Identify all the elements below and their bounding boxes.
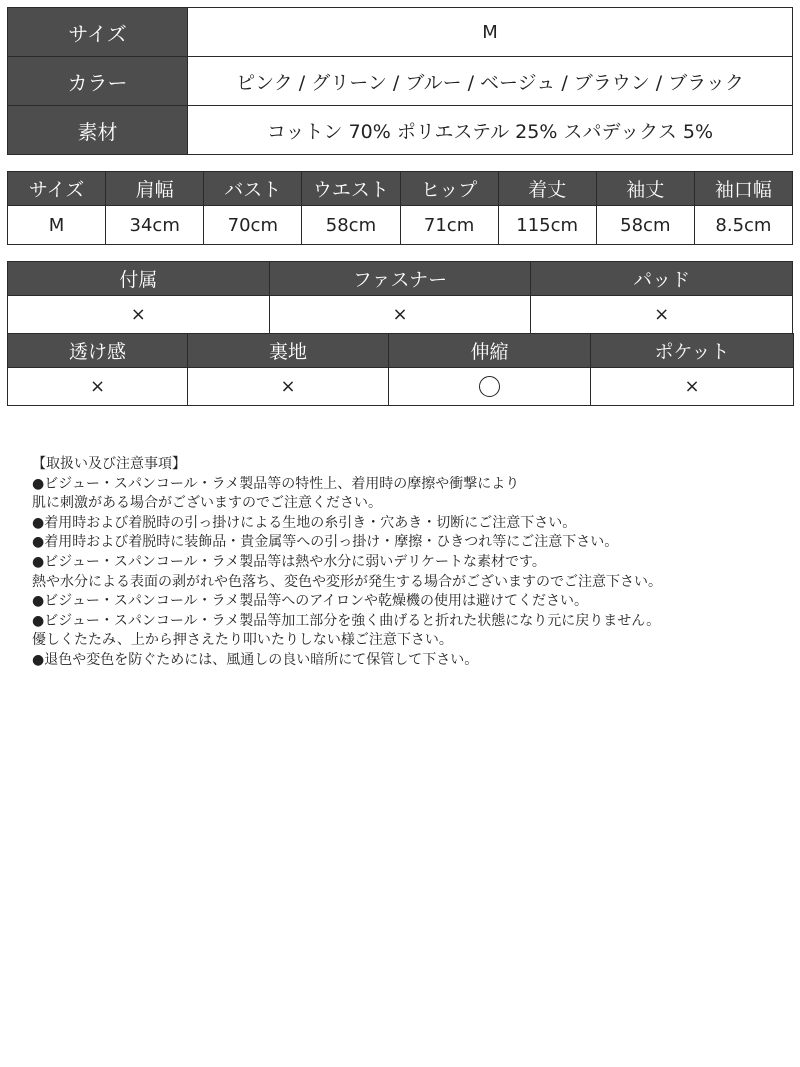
feature-header-accessory: 付属 <box>8 262 270 296</box>
feature-header-zipper: ファスナー <box>269 262 531 296</box>
circle-mark-icon <box>479 376 500 397</box>
care-note-line: ●着用時および着脱時に装飾品・貴金属等への引っ掛け・摩擦・ひきつれ等にご注意下さい。 <box>32 534 619 551</box>
feature-value-pad: × <box>531 296 793 334</box>
care-note-line: 熱や水分による表面の剥がれや色落ち、変色や変形が発生する場合がございますのでご注意下さい。 <box>32 573 662 590</box>
spec-label-color: カラー <box>8 57 188 106</box>
feature-table-2 <box>7 333 794 406</box>
table-row <box>8 368 794 406</box>
feature-header-pad: パッド <box>531 262 793 296</box>
size-value: 71cm <box>400 206 498 245</box>
size-header: 肩幅 <box>106 172 204 206</box>
spec-value-material: コットン 70% ポリエステル 25% スパデックス 5% <box>188 106 793 155</box>
table-row <box>8 206 793 245</box>
table-header-row <box>8 262 793 296</box>
size-value: 115cm <box>498 206 596 245</box>
spec-label-material: 素材 <box>8 106 188 155</box>
feature-value-zipper: × <box>269 296 531 334</box>
feature-value-pocket: × <box>591 368 794 406</box>
feature-header-stretch: 伸縮 <box>389 334 591 368</box>
spec-label-size: サイズ <box>8 8 188 57</box>
table-row <box>8 8 793 57</box>
size-header: 袖口幅 <box>694 172 792 206</box>
care-notes <box>32 455 792 671</box>
size-header: 袖丈 <box>596 172 694 206</box>
size-value: 8.5cm <box>694 206 792 245</box>
table-header-row <box>8 334 794 368</box>
size-header: バスト <box>204 172 302 206</box>
size-header: ヒップ <box>400 172 498 206</box>
table-row <box>8 106 793 155</box>
size-table <box>7 171 793 245</box>
care-note-line: ●ビジュー・スパンコール・ラメ製品等の特性上、着用時の摩擦や衝撃により <box>32 475 520 492</box>
spec-table <box>7 7 793 155</box>
care-note-line: 肌に刺激がある場合がございますのでご注意ください。 <box>32 495 382 512</box>
care-note-line: ●着用時および着脱時の引っ掛けによる生地の糸引き・穴あき・切断にご注意下さい。 <box>32 514 577 531</box>
care-note-line: 優しくたたみ、上から押さえたり叩いたりしない様ご注意下さい。 <box>32 632 453 649</box>
table-row <box>8 57 793 106</box>
spec-value-size: M <box>188 8 793 57</box>
feature-header-pocket: ポケット <box>591 334 794 368</box>
feature-value-sheerness: × <box>8 368 188 406</box>
size-value: 58cm <box>596 206 694 245</box>
feature-table-1 <box>7 261 793 334</box>
feature-header-lining: 裏地 <box>188 334 389 368</box>
spec-value-color: ピンク / グリーン / ブルー / ベージュ / ブラウン / ブラック <box>188 57 793 106</box>
size-header: ウエスト <box>302 172 400 206</box>
care-note-line: ●ビジュー・スパンコール・ラメ製品等は熱や水分に弱いデリケートな素材です。 <box>32 553 546 570</box>
table-row <box>8 296 793 334</box>
table-header-row <box>8 172 793 206</box>
feature-value-lining: × <box>188 368 389 406</box>
feature-value-stretch <box>389 368 591 406</box>
feature-value-accessory: × <box>8 296 270 334</box>
care-notes-title: 【取扱い及び注意事項】 <box>32 456 186 472</box>
size-header: サイズ <box>8 172 106 206</box>
size-header: 着丈 <box>498 172 596 206</box>
care-note-line: ●ビジュー・スパンコール・ラメ製品等加工部分を強く曲げると折れた状態になり元に戻りません。 <box>32 612 661 629</box>
care-note-line: ●退色や変色を防ぐためには、風通しの良い暗所にて保管して下さい。 <box>32 651 479 668</box>
size-value: M <box>8 206 106 245</box>
feature-header-sheerness: 透け感 <box>8 334 188 368</box>
care-note-line: ●ビジュー・スパンコール・ラメ製品等へのアイロンや乾燥機の使用は避けてください。 <box>32 593 588 610</box>
size-value: 70cm <box>204 206 302 245</box>
size-value: 58cm <box>302 206 400 245</box>
size-value: 34cm <box>106 206 204 245</box>
